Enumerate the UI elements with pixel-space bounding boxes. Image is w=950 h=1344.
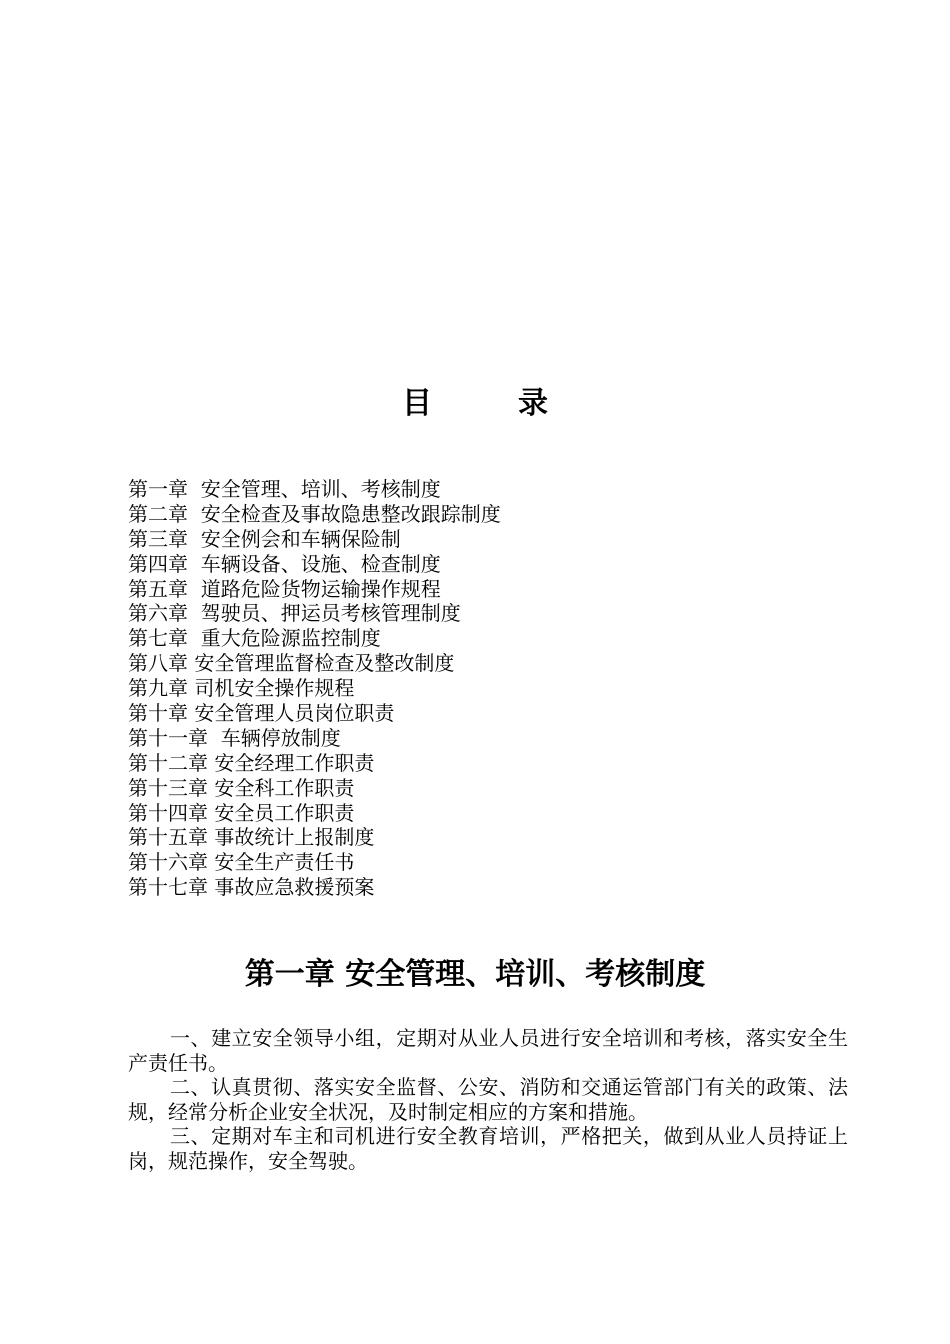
toc-list	[128, 477, 501, 900]
body-paragraph: 一、建立安全领导小组，定期对从业人员进行安全培训和考核，落实安全生产责任书。	[128, 1026, 848, 1075]
toc-item: 第一章 安全管理、培训、考核制度	[128, 477, 441, 501]
toc-item: 第九章 司机安全操作规程	[128, 676, 355, 701]
chapter-body	[128, 1026, 848, 1173]
chapter-title: 第一章 安全管理、培训、考核制度	[244, 957, 706, 992]
toc-item: 第六章 驾驶员、押运员考核管理制度	[128, 601, 461, 626]
toc-item: 第十二章 安全经理工作职责	[128, 750, 375, 775]
toc-item: 第十一章 车辆停放制度	[128, 725, 341, 750]
body-paragraph: 二、认真贯彻、落实安全监督、公安、消防和交通运管部门有关的政策、法规，经常分析企业安全状况，及时制定相应的方案和措施。	[128, 1075, 848, 1124]
toc-item: 第四章 车辆设备、设施、检查制度	[128, 551, 441, 576]
toc-item: 第三章 安全例会和车辆保险制	[128, 526, 401, 551]
toc-item: 第十七章 事故应急救援预案	[128, 875, 375, 900]
toc-item: 第十六章 安全生产责任书	[128, 850, 355, 875]
toc-item: 第十章 安全管理人员岗位职责	[128, 701, 395, 726]
toc-item: 第十五章 事故统计上报制度	[128, 825, 375, 850]
toc-item: 第十四章 安全员工作职责	[128, 800, 355, 825]
toc-item: 第八章 安全管理监督检查及整改制度	[128, 651, 455, 676]
toc-item: 第七章 重大危险源监控制度	[128, 626, 381, 651]
toc-title: 目 录	[402, 386, 576, 421]
toc-item: 第二章 安全检查及事故隐患整改跟踪制度	[128, 501, 501, 526]
toc-item: 第五章 道路危险货物运输操作规程	[128, 576, 441, 601]
toc-item: 第十三章 安全科工作职责	[128, 775, 355, 800]
body-paragraph: 三、定期对车主和司机进行安全教育培训，严格把关，做到从业人员持证上岗，规范操作，安全驾驶。	[128, 1124, 848, 1173]
